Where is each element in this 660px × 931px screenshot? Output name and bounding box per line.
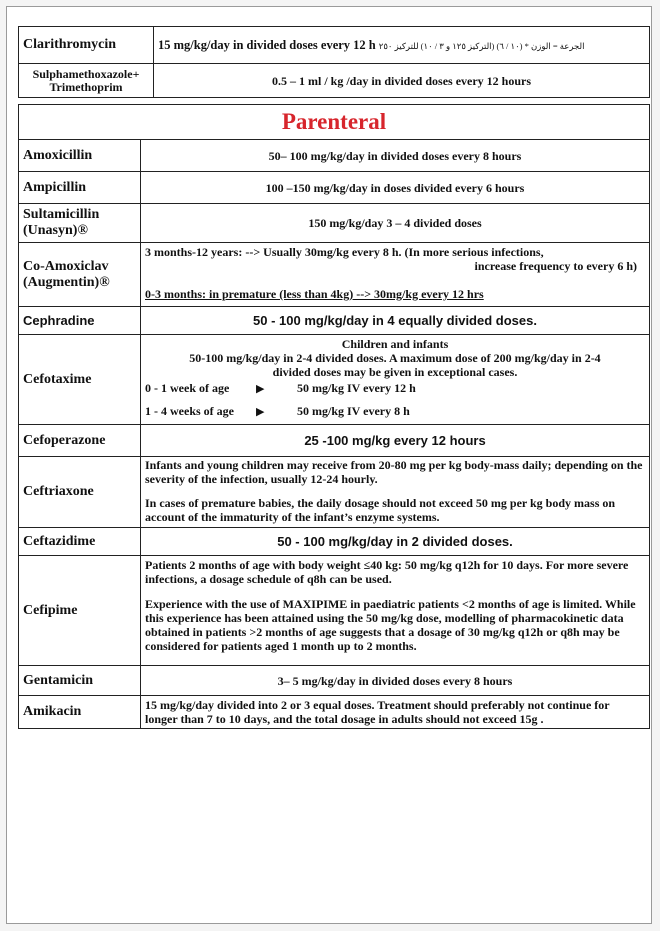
dose-text: 50– 100 mg/kg/day in divided doses every 8 hours: [141, 140, 650, 172]
drug-name: Cefoperazone: [19, 425, 141, 457]
table-row: [19, 556, 650, 666]
dose-cell: [141, 556, 650, 666]
age-dose: 50 mg/kg IV every 12 h: [297, 381, 416, 395]
table-row: [19, 425, 650, 457]
dose-line: increase frequency to every 6 h): [474, 259, 637, 273]
drug-name: Cefotaxime: [19, 335, 141, 425]
drug-name: Amikacin: [19, 696, 141, 729]
drug-name: Co-Amoxiclav (Augmentin)®: [19, 243, 141, 307]
dose-text: 15 mg/kg/day divided into 2 or 3 equal doses. Treatment should preferably not continue for longer than 7 to 10 days, and the total dosage in adults should not exceed 15g .: [141, 696, 650, 729]
dose-text: 100 –150 mg/kg/day in doses divided every 6 hours: [141, 172, 650, 204]
dose-paragraph: In cases of premature babies, the daily dosage should not exceed 50 mg per kg body mass on account of the immaturity of the infant’s enzyme systems.: [145, 496, 616, 524]
dose-text: 15 mg/kg/day in divided doses every 12 h: [158, 37, 376, 52]
dose-paragraph: Experience with the use of MAXIPIME in paediatric patients <2 months of age is limited. While this experience has been attained using the 50 mg/kg dose, modelling of pharmacokinetic data obtained in patients >2 months of age suggests that a dosage of 30 mg/kg q12h or q8h may be considered for patients aged 1 month up to 2 months.: [145, 597, 636, 653]
age-range: 1 - 4 weeks of age: [145, 404, 234, 418]
age-dose: 50 mg/kg IV every 8 h: [297, 404, 410, 418]
drug-name: Ceftriaxone: [19, 457, 141, 528]
table-row: [19, 307, 650, 335]
table-row: [19, 528, 650, 556]
table-row: [19, 64, 650, 98]
drug-name: Sultamicillin (Unasyn)®: [19, 204, 141, 243]
dose-text: 50 - 100 mg/kg/day in 4 equally divided doses.: [141, 307, 650, 335]
table-row: [19, 27, 650, 64]
dose-text: 50 - 100 mg/kg/day in 2 divided doses.: [141, 528, 650, 556]
dose-line: 50-100 mg/kg/day in 2-4 divided doses. A maximum dose of 200 mg/kg/day in 2-4: [189, 351, 601, 365]
dose-paragraph: Infants and young children may receive from 20-80 mg per kg body-mass daily; depending on the severity of the infection, usually 12-24 hourly.: [145, 458, 643, 486]
drug-name: Amoxicillin: [19, 140, 141, 172]
age-dose-row: [145, 404, 645, 419]
dose-cell: [141, 335, 650, 425]
title-row: [19, 105, 650, 140]
dose-cell: [141, 243, 650, 307]
right-triangle-arrow-icon: ▶: [256, 406, 265, 418]
right-triangle-arrow-icon: ▶: [256, 383, 265, 395]
dose-line: 3 months-12 years: --> Usually 30mg/kg every 8 h. (In more serious infections,: [145, 245, 544, 259]
table-row: [19, 243, 650, 307]
dose-paragraph: Patients 2 months of age with body weight ≤40 kg: 50 mg/kg q12h for 10 days. For more severe infections, a dosage schedule of q8h can be used.: [145, 558, 629, 586]
dose-text: 3– 5 mg/kg/day in divided doses every 8 hours: [141, 666, 650, 696]
dose-heading: Children and infants: [341, 337, 449, 351]
age-range: 0 - 1 week of age: [145, 381, 230, 395]
drug-name: Clarithromycin: [19, 27, 154, 64]
drug-name: Cefipime: [19, 556, 141, 666]
dose-line: divided doses may be given in exceptional cases.: [272, 365, 518, 379]
table-row: [19, 140, 650, 172]
section-title: Parenteral: [281, 109, 387, 134]
dose-cell: [154, 27, 650, 64]
dose-text: 25 -100 mg/kg every 12 hours: [141, 425, 650, 457]
age-dose-row: [145, 381, 645, 396]
parenteral-table: [18, 104, 650, 729]
drug-name: Ampicillin: [19, 172, 141, 204]
arabic-note: الجرعة = الوزن * (١٠ / ٦) (التركيز ١٢٥ و ٣ / ١٠) للتركيز ٢٥٠: [378, 40, 585, 51]
drug-name: Ceftazidime: [19, 528, 141, 556]
dose-cell: [141, 457, 650, 528]
drug-name: Cephradine: [19, 307, 141, 335]
table-row: [19, 335, 650, 425]
table-row: [19, 172, 650, 204]
oral-dosing-table: [18, 26, 650, 98]
table-row: [19, 457, 650, 528]
table-row: [19, 696, 650, 729]
document-page: [6, 6, 652, 924]
dose-text: 150 mg/kg/day 3 – 4 divided doses: [141, 204, 650, 243]
dose-line: 0-3 months: in premature (less than 4kg) --> 30mg/kg every 12 hrs: [145, 287, 484, 301]
table-row: [19, 666, 650, 696]
drug-name: Gentamicin: [19, 666, 141, 696]
dose-text: 0.5 – 1 ml / kg /day in divided doses every 12 hours: [154, 64, 650, 98]
table-row: [19, 204, 650, 243]
drug-name: Sulphamethoxazole+ Trimethoprim: [19, 64, 154, 98]
